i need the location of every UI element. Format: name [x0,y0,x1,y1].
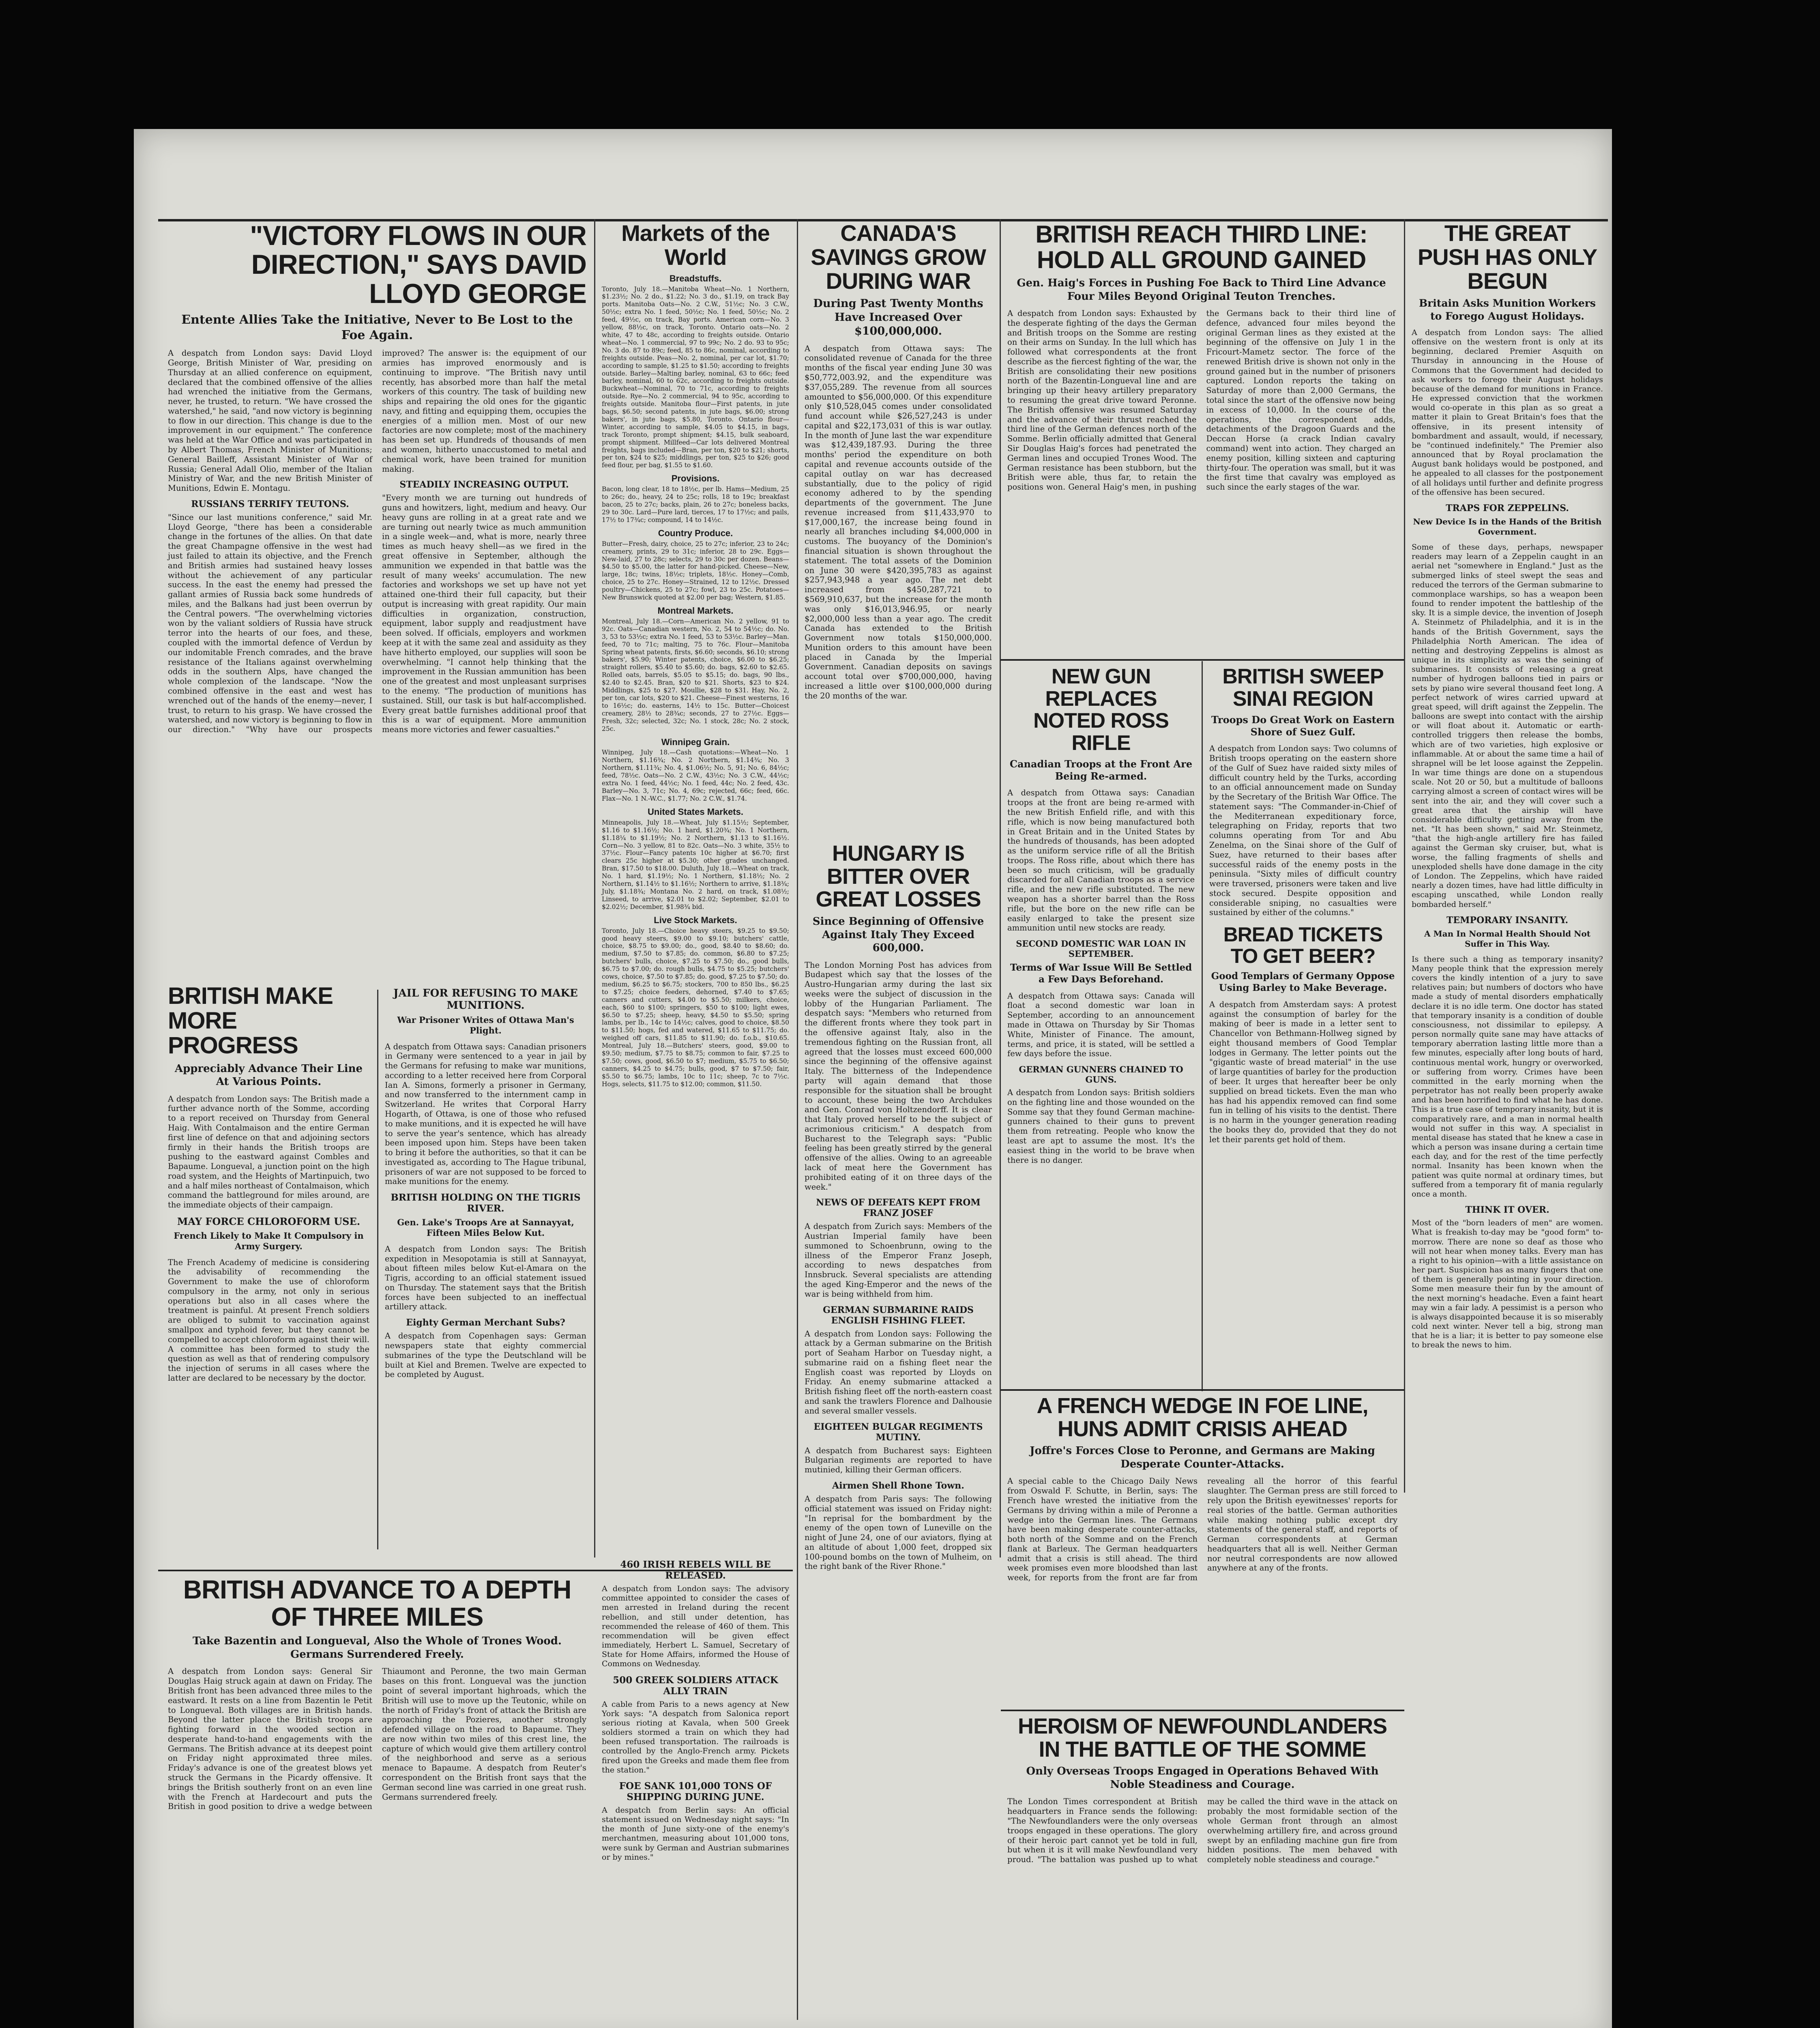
market-section-title: Country Produce. [658,528,733,538]
market-section-title: Breadstuffs. [669,273,722,284]
headline: CANADA'S SAVINGS GROW DURING WAR [811,220,986,294]
subhead: Eighty German Merchant Subs? [406,1317,565,1328]
body-text: A despatch from London says: Following the attack by a German submarine on the British port of Seaham Harbor on Tuesday night, a submarine raid on a fishing fleet near the English coast was reported by Lloyds on Friday. An enemy submarine attacked a British fishing fleet off the north-eastern coast and sank the trawlers Florence and Dalhousie and several smaller vessels. [805,1329,992,1416]
deck: Take Bazentin and Longueval, Also the Whole of Trones Wood. Germans Surrendered Freely. [193,1635,562,1661]
article-british-make [162,982,375,1562]
article-irish-greek [596,1553,795,2028]
body-text: A despatch from London says: The allied offensive on the western front is only at its beginning, declared Premier Asquith on Thursday in announcing in the House of Commons that the Government had decided to ask workers to forego their August holidays because of the demand for munitions in France. He expressed conviction that the workmen would co-operate in this plan as so great a matter it plain to Great Britain's foes that the offensive, in its present intensity of bombardment and assault, would, if necessary, be "continued indefinitely." The Premier also announced that by Royal proclamation the August bank holidays would be postponed, and he appealed to all classes for the postponement of all holidays until further and definite progress of the offensive has been secured. [1412,328,1603,497]
deck: During Past Twenty Months Have Increased Over $100,000,000. [813,297,983,337]
subhead: Airmen Shell Rhone Town. [832,1480,964,1491]
article-british-advance [162,1574,592,2028]
market-section-title: United States Markets. [648,806,743,817]
article-body [1007,1476,1397,1583]
subhead: STEADILY INCREASING OUTPUT. [399,479,569,490]
body-text: A despatch from London says: The British made a further advance north of the Somme, according to a report received on Thursday from General Haig. With Contalmaison and the entire German first line of defence on that and adjoining sectors firmly in their hands the British troops are pushing to the eastward against Combles and Bapaume. Longueval, a junction point on the high road system, and the Heights of Martinpuich, two and a half miles northeast of Contalmaison, which command the battleground for miles around, are the immediate objects of their campaign. [168,1094,369,1210]
subhead: EIGHTEEN BULGAR REGIMENTS MUTINY. [813,1421,983,1443]
body-text: A despatch from London says: General Sir Douglas Haig struck again at dawn on Friday. The British front has been advanced three miles to the eastward. It rests on a line from Bazentin le Petit to Longueval. Both villages are in British hands. Beyond the latter place the British troops are fighting forward in the wooded section in desperate hand-to-hand engagements with the Germans. The British advance at its deepest point on Friday night approximated three miles. Friday's advance is one of the greatest blows yet struck the Germans in the Picardy offensive. It brings the British southerly front on an even line with the French at Hardecourt and puts the British in good position to drive a wedge between Thiaumont and Peronne, the two main German bases on this front. Longueval was the junction point of several important highroads, which the British will use to move up the Teutonic, while on the north of Friday's front of attack the British are approaching the Pozieres, another strongly defended village on the road to Bapaume. They are now within two miles of this crest line, the capture of which would give them artillery control of the neighborhood and serve as a serious menace to Bapaume. A despatch from Reuter's correspondent on the British front says that the German second line was carried in one great rush. Germans surrendered freely. [168,1667,586,1811]
deck: Appreciably Advance Their Line At Various Points. [174,1062,363,1088]
subhead: SECOND DOMESTIC WAR LOAN IN SEPTEMBER. [1016,939,1186,959]
section-rule [1001,1389,1404,1391]
body-text: A despatch from Berlin says: An official statement issued on Wednesday night says: "In the month of June sixty-one of the enemy's merchantmen, measuring about 101,000 tons, were sunk by German and Austrian submarines or by mines." [602,1805,789,1862]
body-text: A despatch from London says: The advisory committee appointed to consider the cases of men arrested in Ireland during the recent rebellion, and still under detention, has recommended the release of 460 of them. This recommendation will be given effect immediately, Herbert L. Samuel, Secretary of State for Home Affairs, informed the House of Commons on Wednesday. [602,1584,789,1669]
body-text: Is there such a thing as temporary insanity? Many people think that the expression merely covers the kindly intention of a jury to save relatives pain; but numbers of doctors who have made a study of mental disorders emphatically declare it is no idle term. One doctor has stated that temporary insanity is a condition of double consciousness, not dissimilar to epilepsy. A person normally quite sane may have attacks of temporary aberration lasting little more than a few minutes, especially after long bouts of hard, continuous mental work, hungry or overworked, or suffering from worry. Crimes have been committed in the early morning when the perpetrator has not really been properly awake and has been horrified to find what he has done. This is a true case of temporary insanity, but it is comparatively rare, and a man in normal health would not suffer in this way. A specialist in mental disease has stated that he knew a case in which a person was insane during a certain time each day, and for the rest of the time perfectly normal. Insanity has been known when the patient was quite normal at ordinary times, but suffered from a temporary fit of mania regularly once a month. [1412,954,1603,1199]
body-text: A despatch from London says: David Lloyd George, British Minister of War, presiding on Thursday at an allied conference on equipment, declared that the combined offensive of the allies had wrenched the initiative from the Germans, never, he trusted, to return. "We have crossed the watershed," he said, "and now victory is beginning to flow in our direction. This change is due to the improvement in our equipment." The conference was held at the War Office and was participated in by Albert Thomas, French Minister of Munitions; General Bailleff, Assistant Minister of War of Russia; General Adall Olio, member of the Italian Ministry of War, and the new British Minister of Munitions, Edwin E. Montagu. [168,348,372,493]
deck: Joffre's Forces Close to Peronne, and Germans are Making Desperate Counter-Attacks. [1030,1445,1375,1470]
deck: Britain Asks Munition Workers to Forego August Holidays. [1419,297,1596,322]
subhead: BRITISH HOLDING ON THE TIGRIS RIVER. [391,1192,581,1214]
headline: THE GREAT PUSH HAS ONLY BEGUN [1417,220,1597,294]
market-section-title: Provisions. [671,473,720,484]
deck: Good Templars of Germany Oppose Using Barley to Make Beverage. [1211,971,1395,993]
body-text: A special cable to the Chicago Daily News from Oswald F. Schutte, in Berlin, says: The French have wrested the initiative from the Germans by driving within a mile of Peronne a wedge into the German lines. The Germans have been making desperate counter-attacks, both north of the Somme and on the French flank at Barleux. The German headquarters admit that a crisis is still ahead. The third week promises even more bloodshed than last week, for reports from the front are far from revealing all the horror of this fearful slaughter. The German press are still forced to rely upon the British eyewitnesses' reports for real stories of the battle. German authorities while making nothing public except dry statements of the general staff, and reports of German correspondents at German headquarters that all is well. Neither German nor neutral correspondents are now allowed anywhere at any of the fronts. [1007,1476,1397,1583]
article-body [168,1667,586,1811]
body-text: A despatch from Amsterdam says: A protest against the consumption of barley for the making of beer is made in a letter sent to Chancellor von Bethmann-Hollweg signed by eight thousand members of Good Templar lodges in Germany. The letter points out the "gigantic waste of bread material" in the use of large quantities of barley for the production of beer. It urges that hereafter beer be only supplied on bread tickets. Even the man who has had his appendix removed can find some fun in telling of his visits to the dentist. There is no harm in the younger generation reading the books they do, provided that they do not let their parents get hold of them. [1209,999,1397,1144]
section-rule [1001,659,1404,661]
body-text: A despatch from Ottawa says: Canadian troops at the front are being re-armed with the new British Enfield rifle, and with this rifle, which is now being manufactured both in Great Britain and in the United States by the hundreds of thousands, has been adopted as the uniform service rifle of all the British troops. The Ross rifle, about which there has been so much criticism, will be gradually discarded for all Canadian troops as a service rifle, and the new rifle substituted. The new weapon has a shorter barrel than the Ross rifle, but the bore on the new rifle can be easily enlarged to take the present size ammunition until new stocks are ready. [1007,788,1195,933]
market-listings [602,273,789,1088]
subhead: FOE SANK 101,000 TONS OF SHIPPING DURING JUNE. [619,1780,772,1802]
body-text: A despatch from London says: The British expedition in Mesopotamia is still at Sannayyat, about fifteen miles below Kut-el-Amara on the Tigris, according to an official statement issued on Thursday. The statement says that the British forces have been subjected to an ineffectual artillery attack. [385,1244,586,1312]
deck: Gen. Haig's Forces in Pushing Foe Back to Third Line Advance Four Miles Beyond Original Teuton Trenches. [1017,277,1386,303]
subhead: 500 GREEK SOLDIERS ATTACK ALLY TRAIN [613,1674,778,1697]
article-hungary [799,840,998,2028]
subhead: NEWS OF DEFEATS KEPT FROM FRANZ JOSEF [816,1197,981,1219]
deck: Canadian Troops at the Front Are Being Re-armed. [1009,758,1193,782]
body-text: A despatch from Ottawa says: Canada will float a second domestic war loan in September, according to an announcement made in Ottawa on Thursday by Sir Thomas White, Minister of Finance. The amount, terms, and price, it is stated, will be settled a few days before the issue. [1007,991,1195,1059]
headline: BRITISH MAKE MORE PROGRESS [168,983,333,1059]
deck: A Man In Normal Health Should Not Suffer in This Way. [1424,928,1590,949]
article-column-right [1406,219,1609,2020]
market-text: Minneapolis, July 18.—Wheat, July $1.15½; September, $1.16 to $1.16½; No. 1 hard, $1.20¾; No. 1 Northern, $1.18¼ to $1.19½; No. 2 Northern, $1.13 to $1.16½. Corn—No. 3 yellow, 81 to 82c. Oats—No. 3 white, 35½ to 37½c. Flour—Fancy patents 10c higher at $6.70; first clears 25c higher at $5.30; other grades unchanged. Bran, $17.50 to $18.00. Duluth, July 18.—Wheat on track, No. 1 hard, $1.19½; No. 1 Northern, $1.18½; No. 2 Northern, $1.14½ to $1.16½; Northern to arrive, $1.18¾; July, $1.18¾; Montana No. 2 hard, on track, $1.08½; Linseed, to arrive, $2.01 to $2.02; September, $2.01 to $2.02½; December, $1.98¾ bid. [602,819,789,911]
market-section-title: Montreal Markets. [657,605,734,616]
headline: HUNGARY IS BITTER OVER GREAT LOSSES [816,841,981,912]
article-markets [596,219,795,1549]
deck: French Likely to Make It Compulsory in Army Surgery. [174,1231,364,1252]
market-section-title: Live Stock Markets. [654,915,737,925]
body-text: The London Morning Post has advices from Budapest which say that the losses of the Austro-Hungarian army during the last six weeks were the subject of discussion in the lobby of the Hungarian Parliament. The despatch says: "Members who returned from the different fronts where they took part in the offensive against Italy, also in the tremendous fighting on the Russian front, all agreed that the losses must exceed 600,000 since the beginning of the offensive against Italy. The bitterness of the Independence party will again demand that those responsible for the situation shall be brought to account, these being the two Archdukes and Gen. Conrad von Holtzendorff. It is clear that Italy proved herself to be the subject of acrimonious criticism." A despatch from Bucharest to the Telegraph says: "Public feeling has been greatly stirred by the general offensive of the allies. Owing to an agreeable lack of meat here the Government has prohibited eating of it on three days of the week." [805,960,992,1192]
market-section-title: Winnipeg Grain. [661,737,730,747]
body-text: A despatch from Zurich says: Members of the Austrian Imperial family have been summoned to Schoenbrunn, owing to the illness of the Emperor Franz Joseph, according to news despatches from Innsbruck. Several specialists are attending the aged King-Emperor and the news of the war is being withheld from him. [805,1222,992,1299]
subhead: GERMAN GUNNERS CHAINED TO GUNS. [1019,1064,1183,1085]
column-rule [797,219,798,2020]
article-canada [799,219,998,836]
column-rule [594,219,595,1558]
body-text: "Every month we are turning out hundreds of guns and howitzers, light, medium and heavy. Our heavy guns are rolling in at a great rate and we are turning out nearly twice as much ammunition in a single week—and, what is more, nearly three times as much heavy shell—as we fired in the great offensive in September, although the ammunition we expended in that battle was the result of many weeks' accumulation. The new factories and workshops we set up have not yet attained one-third their full capacity, but their output is increasing with great rapidity. Our main difficulties in organization, construction, equipment, labor supply and readjustment have been solved. If officials, employers and workmen keep at it with the same zeal and assiduity as they have hitherto employed, our supplies will soon be overwhelming. "I cannot help thinking that the improvement in the Russian ammunition has been one of the greatest and most unpleasant surprises to the enemy. "The production of munitions has sustained. Still, our task is but half-accomplished. Every great battle furnishes additional proof that this is a war of equipment. More ammunition means more victories and fewer casualties." [382,493,586,735]
body-text: A despatch from Copenhagen says: German newspapers state that eighty commercial submarines of the type the Deutschland will be built at Kiel and Bremen. Twelve are expected to be completed by August. [385,1331,586,1379]
article-newfoundland [1002,1712,1403,2028]
headline: BREAD TICKETS TO GET BEER? [1223,923,1383,967]
body-text: A despatch from London says: Exhausted by the desperate fighting of the days the German and British troops on the Somme are resting on their arms on Sunday. In the lull which has followed what correspondents at the front describe as the fiercest fighting of the war, the British are consolidating their new positions north of the Bazentin-Longueval line and are bringing up their heavy artillery preparatory to resuming the great drive toward Peronne. The British offensive was resumed Saturday and the advance of their thrust reached the third line of the German defences north of the Somme. Berlin officially admitted that General Sir Douglas Haig's forces had penetrated the German lines and occupied Trones Wood. The German resistance has been stubborn, but the British were able, thus far, to retain the positions won. General Haig's men, in pushing the Germans back to their third line of defence, advanced four miles beyond the original German lines as they existed at the beginning of the offensive on July 1 in the Fricourt-Mametz sector. The force of the renewed British drive is shown not only in the ground gained but in the number of prisoners captured. London reports the taking on Saturday of more than 2,000 Germans, the total since the start of the offensive now being in excess of 10,000. In the course of the operations, the correspondent adds, detachments of the Dragoon Guards and the Deccan Horse (a crack Indian cavalry command) went into action. They charged an enemy position, killing sixteen and capturing thirty-four. The operation was small, but it was the first time that cavalry was employed as such since the early stages of the war. [1007,309,1395,492]
body-text: A despatch from Ottawa says: The consolidated revenue of Canada for the three months of the fiscal year ending June 30 was $50,772,003.92, and the expenditure was $37,055,289. The revenue from all sources amounted to $56,000,000. Of this expenditure only $10,528,045 comes under consolidated fund account while $26,527,243 is under capital and $22,173,031 of this is war outlay. In the month of June last the war expenditure was $12,439,187.93. During the three months' period the expenditure on both capital and revenue accounts outside of the capital outlay on war has decreased substantially, due to the policy of rigid economy adhered to by the spending departments of the government. The June revenue increased from $11,433,970 to $17,000,167, the increase being found in nearly all branches including $4,000,000 in customs. The buoyancy of the Dominion's financial situation is shown throughout the statement. The total assets of the Dominion on June 30 were $420,395,783 as against $257,943,948 a year ago. The net debt increased from $450,287,721 to $569,910,637, but the increase for the month was only $16,013,946.95, or nearly $2,000,000 less than a year ago. The credit Canada has extended to the British Government now totals $150,000,000. Munition orders to this amount have been placed in Canada by the Imperial Government. Canadian deposits on savings account total over $700,000,000, having increased a little over $100,000,000 during the 20 months of the war. [805,344,992,700]
headline: BRITISH ADVANCE TO A DEPTH OF THREE MILES [183,1575,571,1632]
body-text: Some of these days, perhaps, newspaper readers may learn of a Zeppelin caught in an aerial net "somewhere in England." Just as the submerged links of steel swept the seas and reduced the terrors of the German submarine to commonplace warships, so has a weapon been found to render impotent the battleship of the sky. It is a simple device, the invention of Joseph A. Steinmetz of Philadelphia, and it is in the hands of the British Government, says the Philadelphia North American. The idea of netting and destroying Zeppelins is almost as unique in its simplicity as was the seining of submarines. It consists of releasing a great number of hydrogen balloons tied in pairs or sets by piano wire several thousand feet long. A perfect network of wires carried upward at great speed, will drift against the Zeppelin. The balloons are swept into contact with the airship or will float about it. Automatic or earth-controlled triggers then release the bombs, which are of two varieties, high explosive or inflammable. At or about the same time a hail of shrapnel will be let loose against the Zeppelin. In war time things are done on a stupendous scale. Not 20 or 50, but a multitude of balloons carrying almost a screen of contact wires will be sent into the air, and they will cover such a great area that the airship will have considerable difficulty getting away from the net. "It has been shown," said Mr. Steinmetz, "that the high-angle artillery fire has failed against the German sky cruiser, but, what is worse, the falling fragments of shells and unexploded shells have done damage in the city of London. The Zeppelins, which have raided nearly a dozen times, have had little difficulty in escaping unscathed, while London really bombarded herself." [1412,542,1603,909]
body-text: A despatch from London says: Two columns of British troops operating on the eastern shore of the Gulf of Suez have raided sixty miles of difficult country held by the Turks, according to an official announcement made on Sunday by the Secretary of the British War Office. The statement says: "The Commander-in-Chief of the Mediterranean expeditionary force, telegraphing on Friday, reports that two columns operating from Tor and Abu Zenelma, on the Sinai shore of the Gulf of Suez, have returned to their bases after successful raids of the enemy posts in the peninsula. "Sixty miles of difficult country were traversed, prisoners were taken and live stock secured. Despite opposition and considerable sniping, no casualties were sustained by either of the columns." [1209,744,1397,917]
headline: "VICTORY FLOWS IN OUR DIRECTION," SAYS DAVID LLOYD GEORGE [250,220,586,309]
article-sinai [1204,663,1402,1389]
article-new-gun [1002,663,1200,1389]
article-body [1007,309,1395,492]
column-rule [1404,219,1405,1493]
deck: War Prisoner Writes of Ottawa Man's Plight. [397,1015,574,1036]
subhead: THINK IT OVER. [1465,1205,1550,1216]
body-text: A cable from Paris to a news agency at New York says: "A despatch from Salonica report serious rioting at Kavala, when 500 Greek soldiers stormed a train on which they had been refused transportation. The railroads is controlled by the Anglo-French army. Pickets fired upon the Greeks and made them flee from the station." [602,1699,789,1774]
body-text: A despatch from Paris says: The following official statement was issued on Friday night: "In reprisal for the bombardment by the enemy of the open town of Luneville on the night of June 24, one of our aviators, flying at an altitude of about 1,000 feet, dropped six 100-pound bombs on the town of Mulheim, on the right bank of the River Rhone." [805,1494,992,1571]
subhead: 460 IRISH REBELS WILL BE RELEASED. [620,1559,771,1581]
subhead: RUSSIANS TERRIFY TEUTONS. [191,498,349,509]
article-victory [162,219,592,973]
market-text: Butter—Fresh, dairy, choice, 25 to 27c; inferior, 23 to 24c; creamery, prints, 29 to 31c; inferior, 28 to 29c. Eggs—New-laid, 27 to 28c; selects, 29 to 30c per dozen. Beans—$4.50 to $5.00, the latter for hand-picked. Cheese—New, large, 18c; twins, 18½c; triplets, 18½c. Honey—Comb, choice, 25 to 27c. Honey—Strained, 12 to 12½c. Dressed poultry—Chickens, 25 to 27c; fowl, 23 to 25c. Potatoes—New Brunswick quoted at $2.00 per bag; Western, $1.85. [602,540,789,602]
body-text: Most of the "born leaders of men" are women. What is freakish to-day may be "good form" to-morrow. There are none so deaf as those who will not hear when money talks. Every man has a right to his opinion—with a little assistance on her part. Suspicion has as many fingers that one of them is generally pointing in your direction. Some men measure their fun by the amount of the next morning's headache. Even a faint heart may win a fair lady. A pessimist is a person who is always disappointed because it is so miserably cold next winter. Never tell a big, strong man that he is a liar; it is better to pay someone else to break the news to him. [1412,1218,1603,1350]
market-text: Winnipeg, July 18.—Cash quotations:—Wheat—No. 1 Northern, $1.16¾; No. 2 Northern, $1.14¾; No. 3 Northern, $1.11¾; No. 4, $1.06½; No. 5, 91; No. 6, 84½c; feed, 78½c. Oats—No. 2 C.W., 43½c; No. 3 C.W., 44½c; extra No. 1 feed, 44½c; No. 1 feed, 44c; No. 2 feed, 43c. Barley—No. 3, 71c; No. 4, 69c; rejected, 66c; feed, 66c. Flax—No. 1 N.-W.C., $1.77; No. 2 C.W., $1.74. [602,749,789,802]
body-text: The French Academy of medicine is considering the advisability of recommending the Government to make the use of chloroform compulsory in the army, not only in serious operations but also in all cases where the treatment is painful. At present French soldiers are obliged to submit to vaccination against smallpox and typhoid fever, but they cannot be compelled to accept chloroform against their will. A committee has been formed to study the question as well as that of rendering compulsory the injection of serums in all cases where the latter are declared to be necessary by the doctor. [168,1257,369,1383]
headline: Markets of the World [621,220,770,270]
headline: NEW GUN REPLACES NOTED ROSS RIFLE [1033,665,1169,755]
column-rule [1202,661,1203,1391]
subhead: GERMAN SUBMARINE RAIDS ENGLISH FISHING FLEET. [823,1304,974,1326]
subhead: JAIL FOR REFUSING TO MAKE MUNITIONS. [393,987,578,1012]
market-text: Toronto, July 18.—Choice heavy steers, $9.25 to $9.50; good heavy steers, $9.00 to $9.10; butchers' cattle, choice, $8.75 to $9.00; do., good, $8.40 to $8.60; do. medium, $7.50 to $7.85; do. common, $6.80 to $7.25; butchers' bulls, choice, $7.25 to $7.50; do., good bulls, $6.75 to $7.00; do. rough bulls, $4.75 to $5.25; butchers' cows, choice, $7.50 to $7.85; do. good, $7.25 to $7.50; do. medium, $6.25 to $6.75; stockers, 700 to 850 lbs., $6.25 to $7.25; choice feeders, dehorned, $7.40 to $7.65; canners and cutters, $4.00 to $5.50; milkers, choice, each, $60 to $100; springers, $50 to $100; light ewes, $6.50 to $7.25; sheep, heavy, $4.50 to $5.50; spring lambs, per lb., 14c to 14½c; calves, good to choice, $8.50 to $11.50; hogs, fed and watered, $11.65 to $11.75; do. weighed off cars, $11.85 to $11.90; do. f.o.b., $10.65. Montreal, July 18.—Butchers' steers, good, $9.00 to $9.50; medium, $7.75 to $8.75; common to fair, $7.25 to $7.50; cows, good, $6.50 to $7; medium, $5.75 to $6.50; canners, $4.25 to $4.75; bulls, good, $7 to $7.50; fair, $5.50 to $6.75; lambs, 10c to 11c; sheep, 7c to 7½c. Hogs, selects, $11.75 to $12.00; common, $11.50. [602,927,789,1088]
market-text: Montreal, July 18.—Corn—American No. 2 yellow, 91 to 92c. Oats—Canadian western, No. 2, 54 to 54½c; do. No. 3, 53 to 53½c; extra No. 1 feed, 53 to 53½c. Barley—Man. feed, 70 to 71c; malting, 75 to 76c. Flour—Manitoba Spring wheat patents, firsts, $6.60; seconds, $6.10; strong bakers', $5.90; Winter patents, choice, $6.00 to $6.25; straight rollers, $5.40 to $5.60; do. bags, $2.60 to $2.65. Rolled oats, barrels, $5.05 to $5.15; do. bags, 90 lbs., $2.40 to $2.45. Bran, $20 to $21. Shorts, $23 to $24. Middlings, $25 to $27. Moullie, $28 to $31. Hay, No. 2, per ton, car lots, $20 to $21. Cheese—Finest westerns, 16 to 16½c; do. easterns, 14½ to 15c. Butter—Choicest creamery, 28½ to 28¾c; seconds, 27 to 27½c. Eggs—Fresh, 32c; selected, 32c; No. 1 stock, 28c; No. 2 stock, 25c. [602,617,789,733]
article-french-wedge [1002,1392,1403,1708]
headline: BRITISH REACH THIRD LINE: HOLD ALL GROUND GAINED [1035,221,1367,273]
article-third-line [1002,219,1401,657]
article-jail [379,982,592,1562]
headline: BRITISH SWEEP SINAI REGION [1222,665,1384,711]
column-rule [377,990,378,1549]
section-rule [1001,1710,1404,1711]
body-text: A despatch from Ottawa says: Canadian prisoners in Germany were sentenced to a year in jail by the Germans for refusing to make war munitions, according to a letter received here from Corporal Ian A. Simons, formerly a prisoner in Germany, and now transferred to the internment camp in Switzerland. He writes that Corporal Harry Hogarth, of Ottawa, is one of those who refused to make munitions, and it is expected he will have to serve the year's sentence, which has already been imposed upon him. Steps have been taken to bring it before the authorities, so that it can be investigated as, according to The Hague tribunal, prisoners of war are not supposed to be forced to make munitions for the enemy. [385,1042,586,1186]
deck: Gen. Lake's Troops Are at Sannayyat, Fifteen Miles Below Kut. [397,1217,574,1238]
column-rule [1000,219,1001,1558]
body-text: A despatch from London says: British soldiers on the fighting line and those wounded on the Somme say that they found German machine-gunners chained to their guns to prevent them from retreating. People who know the least are apt to assume the most. It's the easiest thing in the world to be brave when there is no danger. [1007,1088,1195,1165]
deck: Only Overseas Troops Engaged in Operations Behaved With Noble Steadiness and Courage. [1026,1765,1379,1791]
article-body [1007,1797,1397,1864]
subhead: TEMPORARY INSANITY. [1446,915,1569,926]
deck: Entente Allies Take the Initiative, Never to Be Lost to the Foe Again. [181,313,573,342]
deck: New Device Is in the Hands of the British Government. [1413,516,1602,537]
body-text: A despatch from Bucharest says: Eighteen Bulgarian regiments are reported to have mutinied, killing their German officers. [805,1446,992,1475]
headline: A FRENCH WEDGE IN FOE LINE, HUNS ADMIT CRISIS AHEAD [1037,1394,1368,1441]
deck: Terms of War Issue Will Be Settled a Few Days Beforehand. [1010,962,1192,985]
subhead: MAY FORCE CHLOROFORM USE. [177,1216,361,1228]
article-body [168,348,586,735]
market-text: Bacon, long clear, 18 to 18½c, per lb. Hams—Medium, 25 to 26c; do., heavy, 24 to 25c; rolls, 18 to 19c; breakfast bacon, 25 to 27c; backs, plain, 26 to 27c; boneless backs, 29 to 30c. Lard—Pure lard, tierces, 17 to 17½c; and pails, 17½ to 17¾c; compound, 14 to 14½c. [602,486,789,524]
deck: Since Beginning of Offensive Against Italy They Exceed 600,000. [812,915,984,954]
body-text: The London Times correspondent at British headquarters in France sends the following: "The Newfoundlanders were the only overseas troops engaged in these operations. The glory of their heroic part cannot yet be told in full, but when it is it will make Newfoundland very proud. "The battalion was pushed up to what may be called the third wave in the attack on probably the most formidable section of the whole German front through an almost overwhelming artillery fire, and across ground swept by an enfilading machine gun fire from hidden positions. The men behaved with completely noble steadiness and courage." [1007,1797,1397,1865]
deck: Troops Do Great Work on Eastern Shore of Suez Gulf. [1211,714,1395,738]
subhead: TRAPS FOR ZEPPELINS. [1446,503,1569,513]
headline: HEROISM OF NEWFOUNDLANDERS IN THE BATTLE OF THE SOMME [1018,1714,1387,1762]
body-text: "Since our last munitions conference," said Mr. Lloyd George, "there has been a considerable change in the fortunes of the allies. On that date the great Champagne offensive in the west had just failed to attain its objective, and the French and British armies had sustained heavy losses without the achievement of any particular success. In the east the enemy had pressed the gallant armies of Russia back some hundreds of miles, and the Balkans had just been overrun by the Central powers. "The overwhelming victories won by the valiant soldiers of Russia have struck terror into the hearts of our foes, and these, coupled with the immortal defence of Verdun by our indomitable French comrades, and the brave resistance of the Italians against overwhelming odds in the southern Alps, have changed the whole complexion of the landscape. "Now the combined offensive in the east and west has wrenched out of the hands of the enemy—never, I trust, to return to his grasp. We have crossed the watershed, and now victory is beginning to flow in our direction." "Why have our prospects improved? The answer is: the equipment of our armies has improved enormously and is continuing to improve. "The British navy until recently, has absorbed more than half the metal workers of this country. The task of building new ships and repairing the old ones for the gigantic navy, and fitting and equipping them, occupies the energies of a million men. Most of our new factories are now complete; most of the machinery has been set up. Hundreds of thousands of men and women, hitherto unaccustomed to metal and chemical work, have been trained for munition making. [168,348,586,735]
market-text: Toronto, July 18.—Manitoba Wheat—No. 1 Northern, $1.23½; No. 2 do., $1.22; No. 3 do., $1.19, on track Bay ports. Manitoba Oats—No. 2 C.W., 51½c; No. 3 C.W., 50½c; extra No. 1 feed, 50½c; No. 1 feed, 50½c; No. 2 feed, 49½c, on track, Bay ports. American corn—No. 3 yellow, 88½c, on track, Toronto. Ontario oats—No. 2 white, 47 to 48c, according to freights outside. Ontario wheat—No. 1 commercial, 97 to 99c; No. 2 do. 93 to 95c; No. 3 do. 87 to 89c; feed, 85 to 86c, nominal, according to freights outside. Peas—No. 2, nominal, per car lot, $1.70; according to sample, $1.25 to $1.50; according to freights outside. Barley—Malting barley, nominal, 63 to 66c; feed barley, nominal, 60 to 62c, according to freights outside. Buckwheat—Nominal, 70 to 71c, according to freights outside. Rye—No. 2 commercial, 94 to 95c, according to freights outside. Manitoba flour—First patents, in jute bags, $6.50; second patents, in jute bags, $6.00; strong bakers', in jute bags, $5.80, Toronto. Ontario flour—Winter, according to sample, $4.05 to $4.15, in bags, track Toronto, prompt shipment; $4.15, bulk seaboard, prompt shipment. Millfeed—Car lots delivered Montreal freights, bags included—Bran, per ton, $20 to $21; shorts, per ton, $24 to $25; middlings, per ton, $25 to $26; good feed flour, per bag, $1.55 to $1.60. [602,285,789,469]
